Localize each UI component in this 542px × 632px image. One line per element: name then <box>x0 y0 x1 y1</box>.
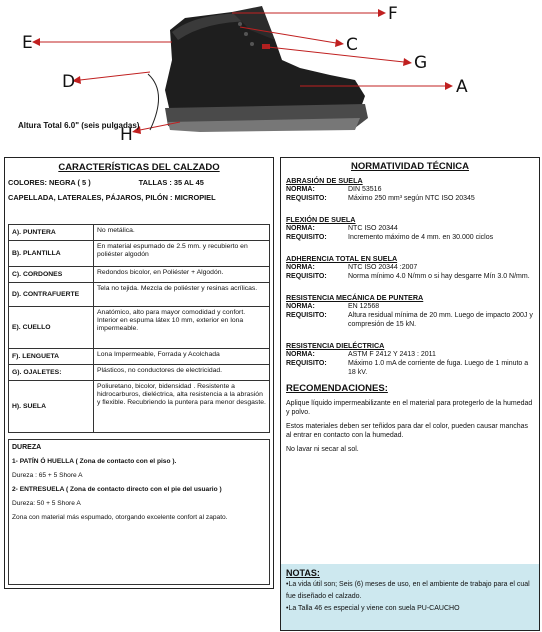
patin-value: Dureza : 65 + 5 Shore A <box>12 472 83 479</box>
requisito-label: REQUISITO: <box>286 312 327 319</box>
table-row <box>9 365 270 381</box>
boot-diagram <box>0 0 542 150</box>
label-h: H <box>120 125 133 145</box>
recommendation-item: No lavar ni secar al sol. <box>286 446 359 453</box>
requisito-label: REQUISITO: <box>286 273 327 280</box>
norma-label: NORMA: <box>286 351 315 358</box>
requisito-value: Norma mínimo 4.0 N/mm o si hay desgarre Mín 3.0 N/mm. <box>348 273 530 280</box>
entresuela-text: 2- ENTRESUELA ( Zona de contacto directo con el pie del usuario ) <box>12 486 222 493</box>
requisito-value: Máximo 250 mm³ según NTC ISO 20345 <box>348 195 475 202</box>
norma-value: NTC ISO 20344 :2007 <box>348 264 418 271</box>
spec-value: Plásticos, no conductores de electricidad. <box>94 365 270 381</box>
spec-key: H). SUELA <box>9 381 94 433</box>
recommendation-item: Estos materiales deben ser teñidos para dar el color, pueden causar manchas al entrar en contacto con la humedad. <box>286 423 529 439</box>
capellada-line: CAPELLADA, LATERALES, PÁJAROS, PILÓN : MICROPIEL <box>8 193 216 202</box>
standard-title: RESISTENCIA DIELÉCTRICA <box>286 341 385 350</box>
patin-text: 1- PATÍN Ó HUELLA ( Zona de contacto con el piso ). <box>12 458 177 465</box>
spec-key: D). CONTRAFUERTE <box>9 283 94 307</box>
spec-key: F). LENGUETA <box>9 349 94 365</box>
table-row <box>9 267 270 283</box>
requisito-label: REQUISITO: <box>286 234 327 241</box>
colores-text: COLORES: NEGRA ( 5 ) <box>8 178 91 187</box>
norma-label: NORMA: <box>286 186 315 193</box>
standard-section <box>281 293 539 329</box>
note-item: •La Talla 46 es especial y viene con suela PU-CAUCHO <box>286 605 460 612</box>
spec-value: Tela no tejida. Mezcla de poliéster y resinas acrílicas. <box>94 283 270 307</box>
label-d: D <box>62 72 76 92</box>
norma-label: NORMA: <box>286 264 315 271</box>
norma-value: DIN 53516 <box>348 186 382 193</box>
requisito-value: Máximo 1.0 mA de corriente de fuga. Luego de 1 minuto a 18 kV. <box>348 360 529 376</box>
note-item: •La vida útil son; Seis (6) meses de uso, en el ambiente de trabajo para el cual fue diseñado el calzado. <box>286 581 530 600</box>
standard-title: FLEXIÓN DE SUELA <box>286 215 356 224</box>
label-e: E <box>22 33 33 53</box>
spec-value: Redondos bicolor, en Poliéster + Algodón. <box>94 267 270 283</box>
requisito-value: Altura residual mínima de 20 mm. Luego de impacto 200J y compresión de 15 kN. <box>348 312 533 328</box>
standard-title: ADHERENCIA TOTAL EN SUELA <box>286 254 398 263</box>
hardness-title: DUREZA <box>12 444 42 451</box>
standard-section <box>281 215 539 242</box>
spec-key: E). CUELLO <box>9 307 94 349</box>
norma-value: EN 12568 <box>348 303 380 310</box>
spec-table <box>8 224 270 433</box>
standards-title: NORMATIVIDAD TÉCNICA <box>350 161 470 172</box>
spec-key: G). OJALETES: <box>9 365 94 381</box>
characteristics-title: CARACTERÍSTICAS DEL CALZADO <box>58 162 220 173</box>
standard-section <box>281 341 539 377</box>
spec-key: C). CORDONES <box>9 267 94 283</box>
spec-value: Anatómico, alto para mayor comodidad y confort. Interior en espuma látex 10 mm, exterior en lona impermeable. <box>94 307 270 349</box>
hardness-note: Zona con material más espumado, otorgando excelente confort al zapato. <box>12 514 228 521</box>
recommendations-title: RECOMENDACIONES: <box>286 383 388 394</box>
entresuela-value: Dureza: 50 + 5 Shore A <box>12 500 81 507</box>
characteristics-panel <box>4 157 274 589</box>
tallas-text: TALLAS : 35 AL 45 <box>138 178 204 187</box>
table-row <box>9 307 270 349</box>
label-g: G <box>414 53 428 73</box>
spec-key: B). PLANTILLA <box>9 241 94 267</box>
standard-title: RESISTENCIA MECÁNICA DE PUNTERA <box>286 293 424 302</box>
norma-value: NTC ISO 20344 <box>348 225 398 232</box>
notes-title: NOTAS: <box>286 568 320 578</box>
norma-label: NORMA: <box>286 225 315 232</box>
height-caption: Altura Total 6.0" (seis pulgadas) <box>18 121 140 130</box>
spec-value: No metálica. <box>94 225 270 241</box>
spec-value: En material espumado de 2.5 mm. y recubierto en poliéster algodón <box>94 241 270 267</box>
requisito-label: REQUISITO: <box>286 195 327 202</box>
table-row <box>9 349 270 365</box>
norma-value: ASTM F 2412 Y 2413 : 2011 <box>348 351 436 358</box>
table-row <box>9 241 270 267</box>
requisito-value: Incremento máximo de 4 mm. en 30.000 ciclos <box>348 234 494 241</box>
recommendation-item: Aplique líquido impermeabilizante en el material para protegerlo de la humedad y polvo. <box>286 400 533 416</box>
spec-value: Lona Impermeable, Forrada y Acolchada <box>94 349 270 365</box>
standard-section <box>281 176 539 203</box>
standard-title: ABRASIÓN DE SUELA <box>286 176 363 185</box>
norma-label: NORMA: <box>286 303 315 310</box>
table-row <box>9 283 270 307</box>
table-row <box>9 381 270 433</box>
requisito-label: REQUISITO: <box>286 360 327 367</box>
standard-section <box>281 254 539 281</box>
technical-standards-panel <box>280 157 540 631</box>
label-f: F <box>388 4 398 24</box>
colors-sizes-line <box>5 177 273 188</box>
spec-key: A). PUNTERA <box>9 225 94 241</box>
spec-value: Poliuretano, bicolor, bidensidad . Resistente a hidrocarburos, dieléctrica, alta resistencia a la abrasión y flexible. Recubriendo la puntera para menor desgaste. <box>94 381 270 433</box>
notes-box <box>281 564 539 630</box>
table-row <box>9 225 270 241</box>
label-c: C <box>346 35 358 55</box>
label-a: A <box>456 77 468 97</box>
hardness-box <box>8 439 270 585</box>
